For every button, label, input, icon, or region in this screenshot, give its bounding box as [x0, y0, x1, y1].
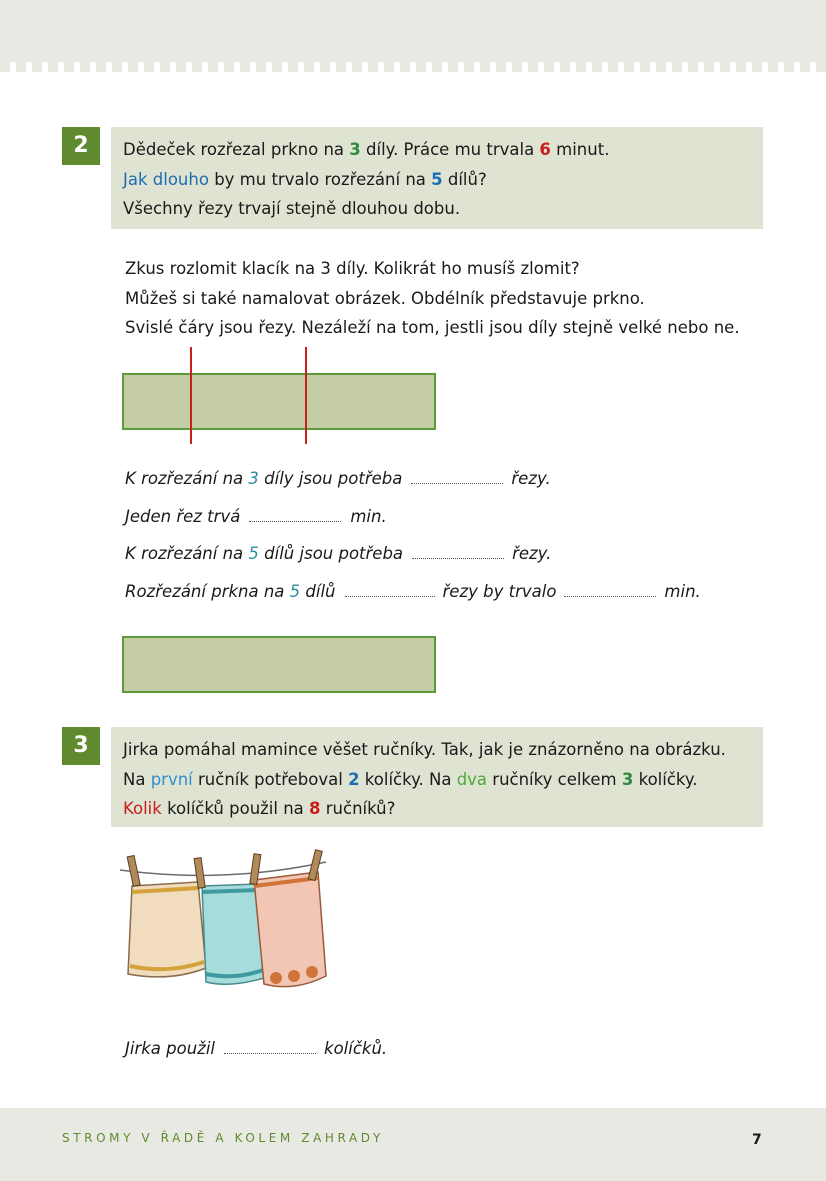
fill-line-1: K rozřezání na 3 díly jsou potřeba řezy. — [125, 469, 551, 488]
task-3-line-3: Kolik kolíčků použil na 8 ručníků? — [123, 799, 396, 818]
cut-line — [305, 347, 307, 444]
header-band — [0, 0, 826, 62]
fill-line-4: Rozřezání prkna na 5 dílů řezy by trvalo min. — [125, 582, 701, 601]
task-3-number-badge: 3 — [62, 727, 100, 765]
task-3-box — [111, 727, 763, 827]
fill-line-2: Jeden řez trvá min. — [125, 507, 387, 526]
answer-blank[interactable] — [345, 582, 435, 597]
task-2-line-3: Všechny řezy trvají stejně dlouhou dobu. — [123, 199, 461, 218]
footer-chapter-title: STROMY V ŘADĚ A KOLEM ZAHRADY — [62, 1131, 384, 1145]
hint-line: Svislé čáry jsou řezy. Nezáleží na tom, jestli jsou díly stejně velké nebo ne. — [125, 318, 740, 337]
answer-drawing-box[interactable] — [122, 636, 436, 693]
board-illustration — [122, 373, 436, 430]
answer-blank[interactable] — [411, 469, 503, 484]
towels-on-clothesline-illustration — [118, 848, 333, 1008]
task-3-line-1: Jirka pomáhal mamince věšet ručníky. Tak, jak je znázorněno na obrázku. — [123, 740, 726, 759]
answer-blank[interactable] — [564, 582, 656, 597]
answer-blank[interactable] — [224, 1039, 316, 1054]
answer-blank[interactable] — [412, 544, 504, 559]
task-2-number-badge: 2 — [62, 127, 100, 165]
header-dashed-edge — [0, 62, 826, 72]
task-3-line-2: Na první ručník potřeboval 2 kolíčky. Na dva ručníky celkem 3 kolíčky. — [123, 769, 698, 789]
task-2-box — [111, 127, 763, 229]
page-number: 7 — [752, 1132, 762, 1148]
fill-line-3: K rozřezání na 5 dílů jsou potřeba řezy. — [125, 544, 552, 563]
hint-line: Zkus rozlomit klacík na 3 díly. Kolikrát ho musíš zlomit? — [125, 259, 580, 278]
task-2-line-1: Dědeček rozřezal prkno na 3 díly. Práce mu trvala 6 minut. — [123, 140, 610, 159]
task-3-answer-line: Jirka použil kolíčků. — [125, 1039, 388, 1058]
answer-blank[interactable] — [249, 507, 341, 522]
cut-line — [190, 347, 192, 444]
hint-line: Můžeš si také namalovat obrázek. Obdélník představuje prkno. — [125, 288, 645, 308]
task-2-line-2: Jak dlouho by mu trvalo rozřezání na 5 dílů? — [123, 169, 487, 189]
task-2-hint — [125, 254, 740, 343]
